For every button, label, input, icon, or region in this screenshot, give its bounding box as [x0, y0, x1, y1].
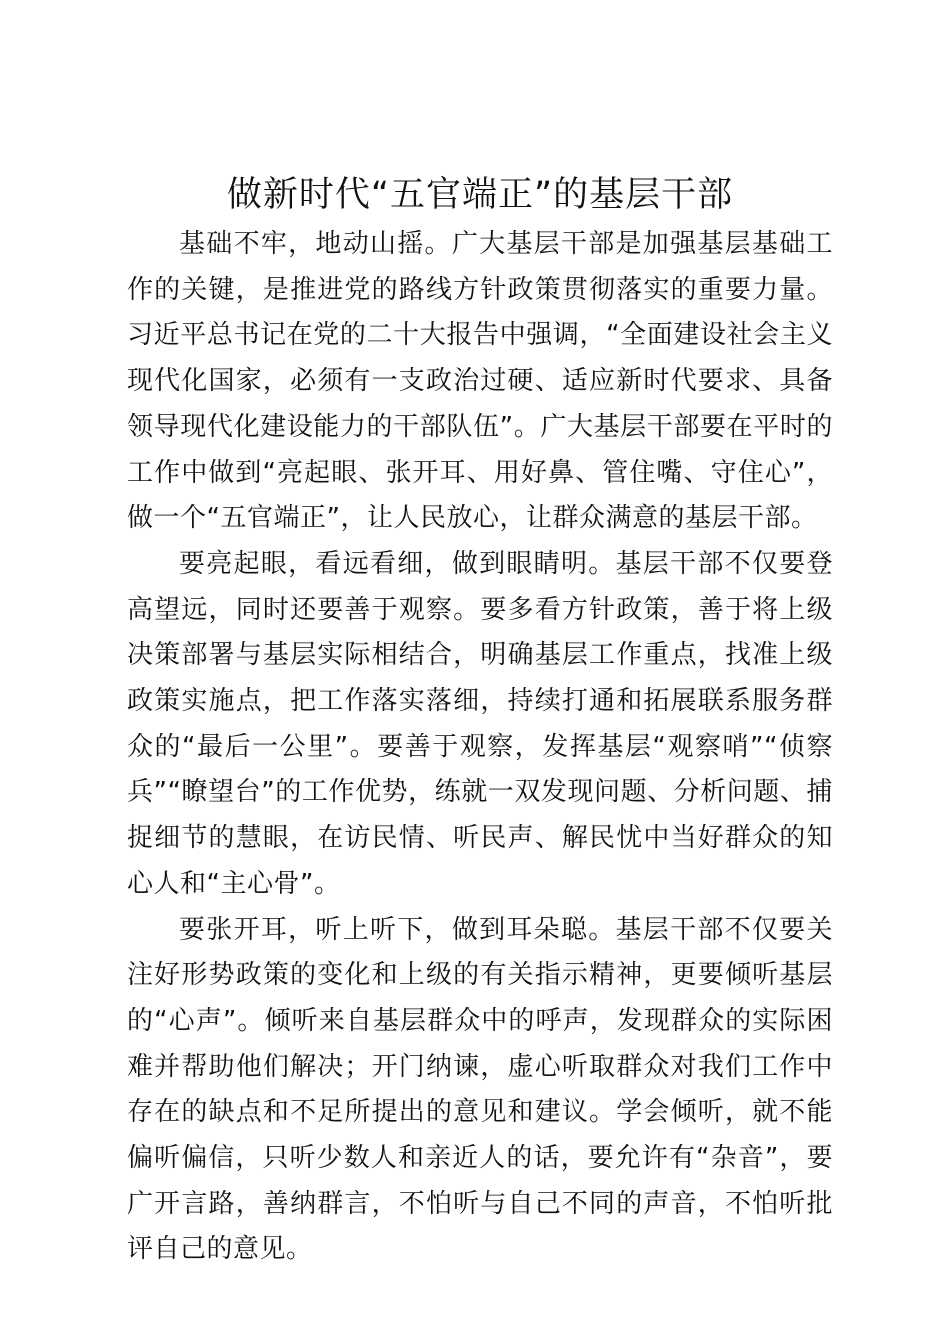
paragraph-ears: 要张开耳，听上听下，做到耳朵聪。基层干部不仅要关注好形势政策的变化和上级的有关指示精神，更要倾听基层的“心声”。倾听来自基层群众中的呼声，发现群众的实际困难并帮助他们解决；开门纳谏，虚心听取群众对我们工作中存在的缺点和不足所提出的意见和建议。学会倾听，就不能偏听偏信，只听少数人和亲近人的话，要允许有“杂音”，要广开言路，善纳群言，不怕听与自己不同的声音，不怕听批评自己的意见。: [127, 914, 833, 1265]
paragraph-foundation: 基础不牢，地动山摇。广大基层干部是加强基层基础工作的关键，是推进党的路线方针政策贯彻落实的重要力量。习近平总书记在党的二十大报告中强调，“全面建设社会主义现代化国家，必须有一支政治过硬、适应新时代要求、具备领导现代化建设能力的干部队伍”。广大基层干部要在平时的工作中做到“亮起眼、张开耳、用好鼻、管住嘴、守住心”，做一个“五官端正”，让人民放心，让群众满意的基层干部。: [127, 229, 833, 534]
document-title: 做新时代“五官端正”的基层干部: [226, 175, 734, 215]
paragraph-eyes: 要亮起眼，看远看细，做到眼睛明。基层干部不仅要登高望远，同时还要善于观察。要多看方针政策，善于将上级决策部署与基层实际相结合，明确基层工作重点，找准上级政策实施点，把工作落实落细，持续打通和拓展联系服务群众的“最后一公里”。要善于观察，发挥基层“观察哨”“侦察兵”“瞭望台”的工作优势，练就一双发现问题、分析问题、捕捉细节的慧眼，在访民情、听民声、解民忧中当好群众的知心人和“主心骨”。: [127, 548, 833, 899]
document-body: [127, 222, 833, 1273]
